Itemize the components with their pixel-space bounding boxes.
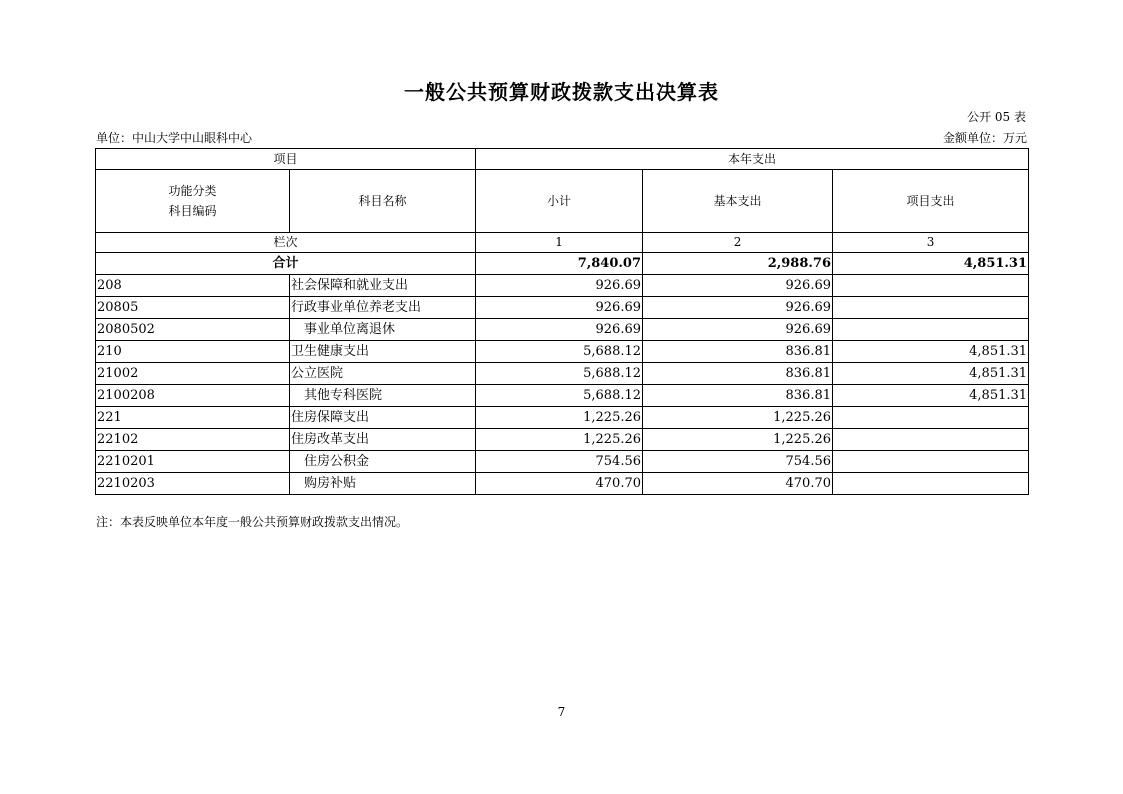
page-number: 7 — [557, 705, 566, 719]
table-row — [96, 429, 1029, 451]
row-basic: 926.69 — [643, 297, 833, 319]
row-project — [833, 275, 1029, 297]
total-project: 4,851.31 — [833, 253, 1029, 275]
amount-unit-label: 金额单位：万元 — [942, 131, 1027, 145]
row-code: 2210203 — [96, 473, 290, 495]
row-basic: 836.81 — [643, 341, 833, 363]
row-basic: 836.81 — [643, 363, 833, 385]
row-name: 行政事业单位养老支出 — [290, 297, 476, 319]
row-code: 210 — [96, 341, 290, 363]
header-current-year-expense: 本年支出 — [476, 149, 1029, 170]
column-order-row — [96, 233, 1029, 253]
row-project: 4,851.31 — [833, 363, 1029, 385]
row-name: 其他专科医院 — [290, 385, 476, 407]
total-subtotal: 7,840.07 — [476, 253, 643, 275]
header-subject-name: 科目名称 — [290, 170, 476, 233]
row-basic: 926.69 — [643, 319, 833, 341]
table-row — [96, 319, 1029, 341]
row-code: 2100208 — [96, 385, 290, 407]
row-subtotal: 470.70 — [476, 473, 643, 495]
header-category-line1: 功能分类 — [168, 184, 217, 198]
row-code: 208 — [96, 275, 290, 297]
row-project — [833, 451, 1029, 473]
row-subtotal: 5,688.12 — [476, 341, 643, 363]
row-name: 公立医院 — [290, 363, 476, 385]
header-subtotal: 小计 — [476, 170, 643, 233]
column-order-label: 栏次 — [96, 233, 476, 253]
row-code: 22102 — [96, 429, 290, 451]
column-order-1: 1 — [476, 233, 643, 253]
row-project — [833, 429, 1029, 451]
row-name: 事业单位离退休 — [290, 319, 476, 341]
row-project — [833, 319, 1029, 341]
row-subtotal: 5,688.12 — [476, 385, 643, 407]
row-basic: 470.70 — [643, 473, 833, 495]
row-subtotal: 754.56 — [476, 451, 643, 473]
row-basic: 754.56 — [643, 451, 833, 473]
row-subtotal: 926.69 — [476, 319, 643, 341]
header-project-expense: 项目支出 — [833, 170, 1029, 233]
row-code: 21002 — [96, 363, 290, 385]
column-order-3: 3 — [833, 233, 1029, 253]
header-category-code — [96, 170, 290, 233]
unit-label: 单位：中山大学中山眼科中心 — [96, 131, 253, 145]
row-subtotal: 926.69 — [476, 275, 643, 297]
row-name: 住房改革支出 — [290, 429, 476, 451]
table-row — [96, 451, 1029, 473]
row-name: 住房保障支出 — [290, 407, 476, 429]
header-row — [96, 170, 1029, 233]
table-row — [96, 341, 1029, 363]
row-basic: 1,225.26 — [643, 429, 833, 451]
row-name: 社会保障和就业支出 — [290, 275, 476, 297]
table-row — [96, 363, 1029, 385]
row-code: 2080502 — [96, 319, 290, 341]
header-category-line2: 科目编码 — [168, 204, 217, 218]
row-name: 购房补贴 — [290, 473, 476, 495]
column-order-2: 2 — [643, 233, 833, 253]
total-row — [96, 253, 1029, 275]
table-row — [96, 385, 1029, 407]
row-basic: 926.69 — [643, 275, 833, 297]
row-name: 住房公积金 — [290, 451, 476, 473]
row-subtotal: 1,225.26 — [476, 429, 643, 451]
row-basic: 836.81 — [643, 385, 833, 407]
table-row — [96, 473, 1029, 495]
row-project: 4,851.31 — [833, 385, 1029, 407]
expense-table — [95, 148, 1029, 495]
table-row — [96, 275, 1029, 297]
total-label: 合计 — [96, 253, 476, 275]
row-project — [833, 407, 1029, 429]
row-subtotal: 1,225.26 — [476, 407, 643, 429]
row-project — [833, 473, 1029, 495]
row-code: 221 — [96, 407, 290, 429]
row-name: 卫生健康支出 — [290, 341, 476, 363]
header-row — [96, 149, 1029, 170]
row-subtotal: 5,688.12 — [476, 363, 643, 385]
table-row — [96, 407, 1029, 429]
form-number: 公开 05 表 — [967, 110, 1026, 124]
row-code: 2210201 — [96, 451, 290, 473]
row-project — [833, 297, 1029, 319]
row-code: 20805 — [96, 297, 290, 319]
table-row — [96, 297, 1029, 319]
header-basic-expense: 基本支出 — [643, 170, 833, 233]
row-basic: 1,225.26 — [643, 407, 833, 429]
page-title: 一般公共预算财政拨款支出决算表 — [404, 80, 719, 104]
header-item: 项目 — [96, 149, 476, 170]
total-basic: 2,988.76 — [643, 253, 833, 275]
row-subtotal: 926.69 — [476, 297, 643, 319]
table-note: 注：本表反映单位本年度一般公共预算财政拨款支出情况。 — [96, 515, 409, 529]
row-project: 4,851.31 — [833, 341, 1029, 363]
